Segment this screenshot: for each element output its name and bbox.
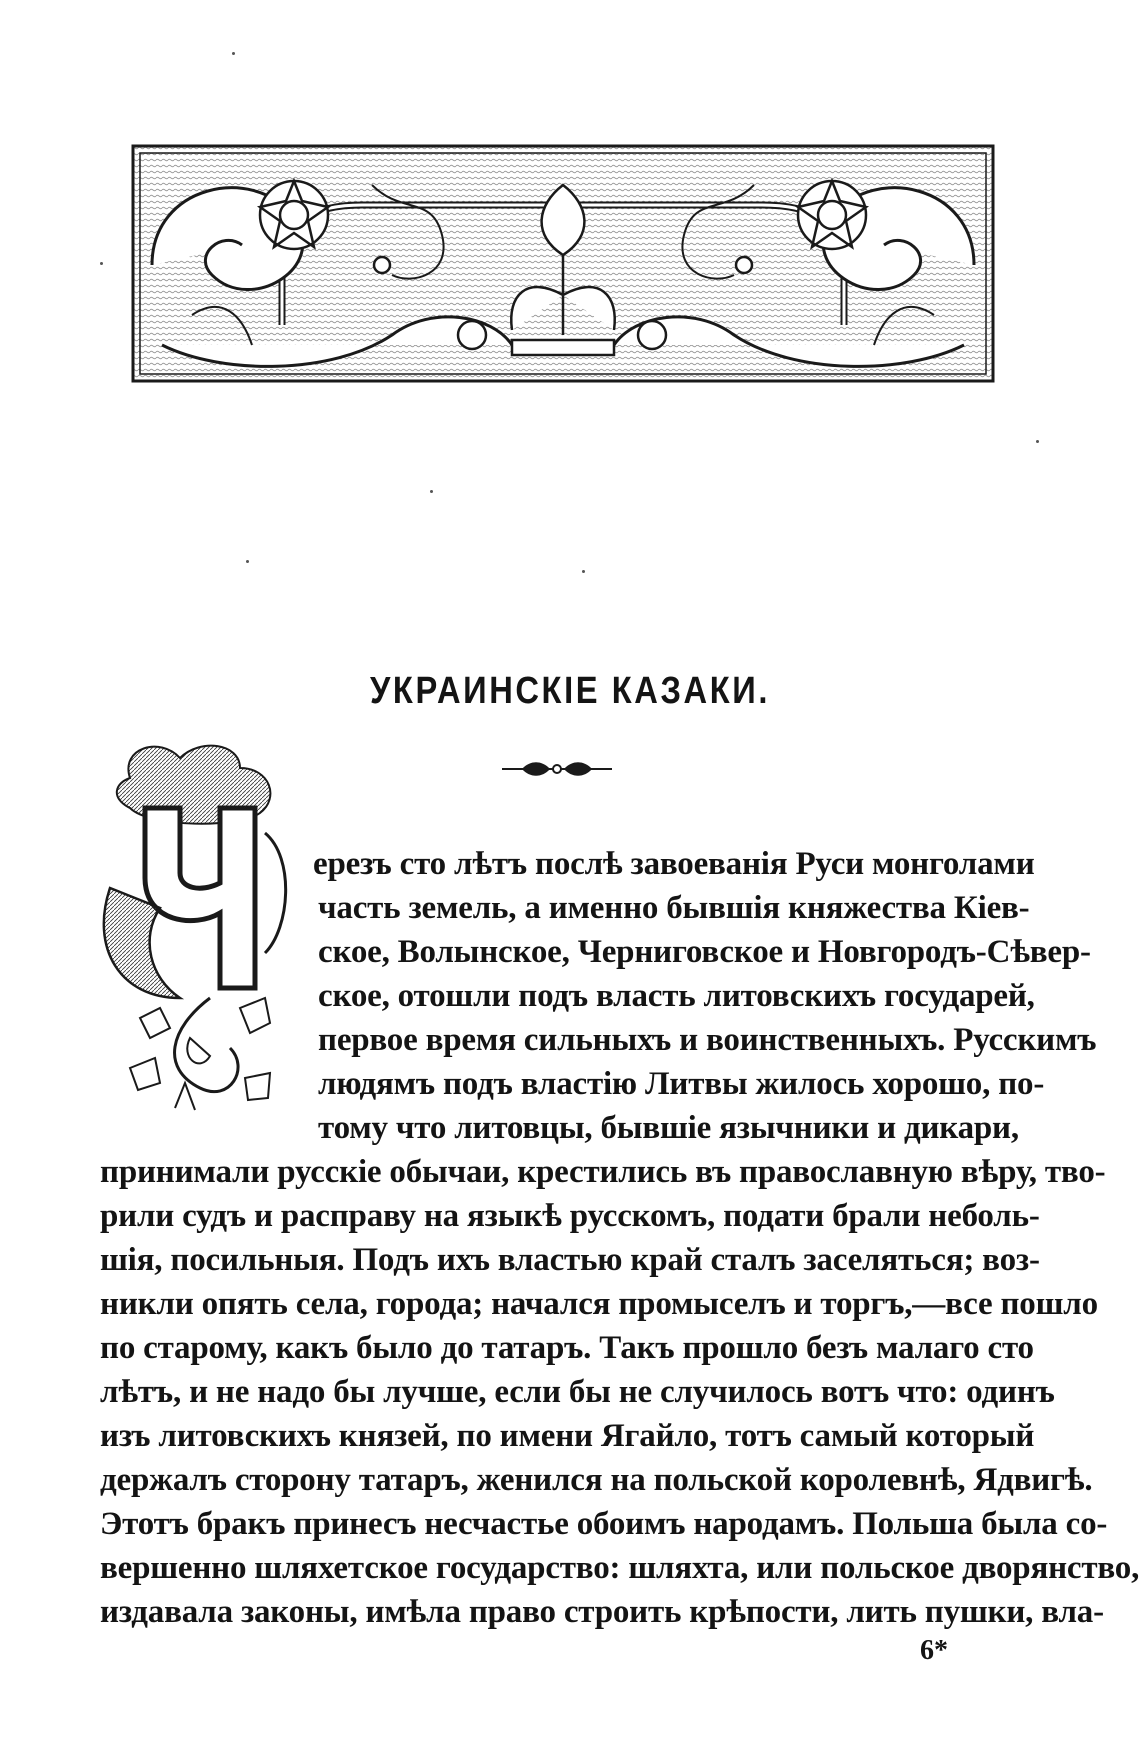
print-speck [582,570,585,573]
print-speck [430,490,433,493]
ornamental-headpiece [132,145,994,382]
print-speck [232,52,235,55]
text-line: часть земель, а именно бывшiя княжества Кiев- [318,890,1030,926]
text-line: изъ литовскихъ князей, по имени Ягайло, тотъ самый который [100,1418,1035,1454]
text-line: ское, Волынское, Черниговское и Новгородъ-Сѣвер- [318,934,1091,970]
text-line: ское, отошли подъ власть литовскихъ государей, [318,978,1035,1014]
text-line: Этотъ бракъ принесъ несчастье обоимъ народамъ. Польша была со- [100,1506,1108,1542]
text-line: вершенно шляхетское государство: шляхта, или польское дворянство, [100,1550,1140,1586]
print-speck [1036,440,1039,443]
text-line: по старому, какъ было до татаръ. Такъ прошло безъ малаго сто [100,1330,1034,1366]
text-line: держалъ сторону татаръ, женился на польской королевнѣ, Ядвигѣ. [100,1462,1093,1498]
text-line: принимали русскiе обычаи, крестились въ православную вѣру, тво- [100,1154,1106,1190]
print-speck [246,560,249,563]
text-line: шiя, посильныя. Подъ ихъ властью край сталъ заселяться; воз- [100,1242,1040,1278]
text-line: первое время сильныхъ и воинственныхъ. Русскимъ [318,1022,1097,1058]
text-line: лѣтъ, и не надо бы лучше, если бы не случилось вотъ что: одинъ [100,1374,1055,1410]
text-line: рили судъ и расправу на языкѣ русскомъ, подати брали неболь- [100,1198,1040,1234]
print-speck [100,262,103,265]
page-number: 6* [920,1635,948,1666]
title-rule-ornament-icon [502,758,612,780]
text-line: никли опять села, города; начался промыселъ и торгъ,—все пошло [100,1286,1098,1322]
text-line: тому что литовцы, бывшiе язычники и дикари, [318,1110,1019,1146]
text-line: ерезъ сто лѣтъ послѣ завоеванiя Руси монголами [313,846,1035,882]
headpiece-ornament-icon [132,145,994,382]
decorated-initial [90,738,305,1118]
text-line: издавала законы, имѣла право строить крѣпости, лить пушки, вла- [100,1594,1104,1630]
chapter-title: УКРАИНСКIЕ КАЗАКИ. [370,670,770,712]
text-line: людямъ подъ властiю Литвы жилось хорошо, по- [318,1066,1045,1102]
initial-illustration-icon [90,738,305,1118]
